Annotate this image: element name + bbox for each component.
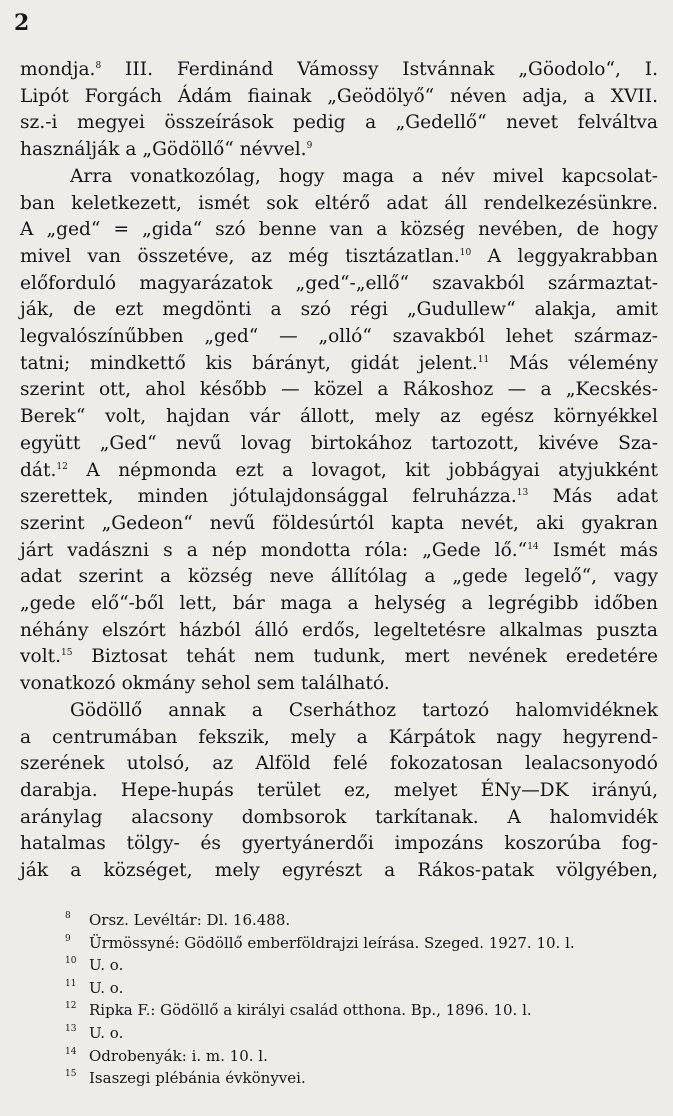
text-line: szerének utolsó, az Alföld felé fokozatosan lealacsonyodó (20, 753, 658, 775)
text-line: ban keletkezett, ismét sok eltérő adat áll rendelkezésünkre. (20, 192, 658, 214)
footnote-text: Orsz. Levéltár: Dl. 16.488. (89, 911, 291, 929)
text-line: együtt „Ged“ nevű lovag birtokához tartozott, kivéve Sza- (20, 432, 658, 454)
footnote-text: Ürmössyné: Gödöllő emberföldrajzi leírása. Szeged. 1927. 10. l. (89, 933, 575, 952)
footnote-number: 8 (65, 911, 71, 921)
text-line: szerettek, minden jótulajdonsággal felruházza.$^{13}$ Más adat (20, 486, 658, 508)
footnote-text: U. o. (89, 978, 124, 997)
text-line: Lipót Forgách Ádám fiainak „Geödölyő“ néven adja, a XVII. (20, 85, 658, 107)
text-line: járt vadászni s a nép mondotta róla: „Gede lő.“$^{14}$ Ismét más (20, 539, 659, 561)
footnote (65, 909, 655, 932)
text-line: hatalmas tölgy- és gyertyánerdői impozáns koszorúba fog- (20, 833, 658, 855)
footnote-number: 15 (65, 1069, 77, 1080)
text-line: vonatkozó okmány sehol sem található. (20, 673, 390, 695)
text-line: előforduló magyarázatok „ged“-„ellő“ szavakból származtat- (20, 272, 658, 294)
footnote-ref: 15 (61, 648, 73, 659)
text-line: dát.$^{12}$ A népmonda ezt a lovagot, kit jobbágyai atyjukként (20, 459, 658, 481)
footnote-number: 10 (65, 956, 77, 967)
footnote-ref: 10 (459, 247, 472, 258)
text-line: szerint ott, ahol később — közel a Rákoshoz — a „Kecskés- (20, 379, 658, 401)
footnote-text: Isaszegi plébánia évkönyvei. (89, 1069, 306, 1088)
text-line: sz.-i megyei összeírások pedig a „Gedellő“ nevet felváltva (20, 112, 658, 134)
footnote (65, 1067, 655, 1090)
footnote-text: Ripka F.: Gödöllő a királyi család otthona. Bp., 1896. 10. l. (89, 1001, 532, 1020)
text-line: tatni; mindkettő kis bárányt, gidát jelent.$^{11}$ Más vélemény (20, 352, 658, 374)
text-line: ják, de ezt megdönti a szó régi „Gudullew“ alakja, amit (20, 299, 658, 321)
text-line: Arra vonatkozólag, hogy maga a név mivel kapcsolat- (70, 165, 658, 187)
text-line: szerint „Gedeon“ nevű földesúrtól kapta nevét, aki gyakran (20, 512, 658, 534)
footnote (65, 1022, 655, 1045)
footnote-ref: 13 (516, 488, 529, 499)
text-line: aránylag alacsony dombsorok tarkítanak. A halomvidék (20, 806, 658, 828)
footnote-ref: 8 (95, 61, 102, 71)
footnote (65, 954, 655, 977)
footnote-ref: 12 (56, 461, 68, 472)
text-line: volt.$^{15}$ Biztosat tehát nem tudunk, mert nevének eredetére (20, 646, 658, 668)
body-text (20, 57, 658, 885)
footnote-ref: 14 (527, 541, 539, 552)
text-line: néhány elszórt házból álló erdős, legeltetésre alkalmas puszta (20, 619, 658, 641)
footnote-number: 11 (65, 978, 77, 989)
text-line: Berek“ volt, hajdan vár állott, mely az egész környékkel (20, 406, 658, 428)
footnote-text: U. o. (89, 956, 124, 975)
text-line: Gödöllő annak a Cserháthoz tartozó halomvidéknek (70, 699, 658, 721)
footnote-text: U. o. (89, 1023, 124, 1042)
footnote-number: 9 (65, 933, 71, 944)
page-number: 2 (14, 10, 30, 36)
footnote (65, 999, 655, 1022)
footnotes (65, 909, 655, 1090)
footnote-number: 12 (65, 1001, 77, 1012)
text-line: „gede elő“-ből lett, bár maga a helység a legrégibb időben (20, 593, 658, 615)
text-line: darabja. Hepe-hupás terület ez, melyet ÉNy—DK irányú, (20, 779, 658, 801)
footnote-text: Odrobenyák: i. m. 10. l. (89, 1046, 268, 1065)
text-line: mondja.$^8$ III. Ferdinánd Vámossy Istvánnak „Göodolo“, I. (20, 59, 658, 80)
footnote-number: 13 (65, 1023, 77, 1034)
footnote-ref: 9 (306, 141, 313, 152)
footnote (65, 932, 655, 955)
footnote-number: 14 (65, 1046, 77, 1057)
footnote-ref: 11 (477, 354, 490, 365)
footnote (65, 977, 655, 1000)
text-line: adat szerint a község neve állítólag a „gede legelő“, vagy (20, 566, 658, 588)
text-line: ják a községet, mely egyrészt a Rákos-patak völgyében, (20, 860, 658, 882)
text-line: mivel van összetéve, az még tisztázatlan.$^{10}$ A leggyakrabban (20, 245, 658, 267)
text-line: legvalószínűbben „ged“ — „olló“ szavakból lehet származ- (20, 326, 658, 348)
text-line: A „ged“ = „gida“ szó benne van a község nevében, de hogy (20, 219, 658, 241)
text-line: használják a „Gödöllő“ névvel.$^9$ (20, 139, 313, 161)
footnote (65, 1045, 655, 1068)
text-line: a centrumában fekszik, mely a Kárpátok nagy hegyrend- (20, 726, 658, 748)
